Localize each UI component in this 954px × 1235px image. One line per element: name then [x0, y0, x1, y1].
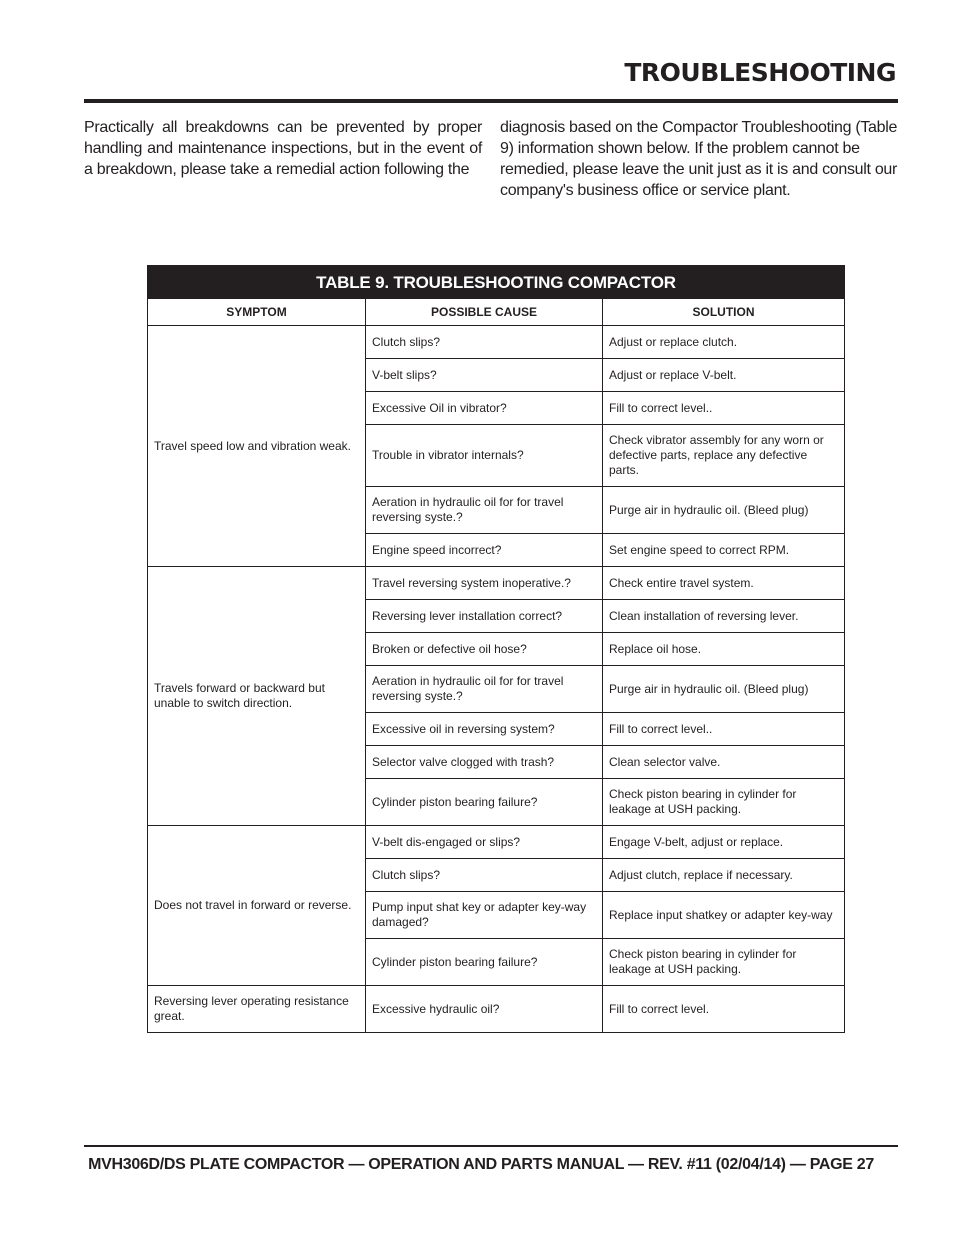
header-symptom: SYMPTOM	[148, 299, 366, 326]
solution-cell: Fill to correct level..	[603, 392, 845, 425]
table-title: TABLE 9. TROUBLESHOOTING COMPACTOR	[148, 266, 845, 299]
solution-cell: Check entire travel system.	[603, 567, 845, 600]
page-title: TROUBLESHOOTING	[624, 58, 896, 87]
cause-cell: Aeration in hydraulic oil for for travel reversing syste.?	[366, 487, 603, 534]
symptom-cell: Travels forward or backward but unable to switch direction.	[148, 567, 366, 826]
title-divider	[84, 99, 898, 103]
intro-paragraph-right: diagnosis based on the Compactor Troubleshooting (Table 9) information shown below. If the problem cannot be remedied, please leave the unit just as it is and consult our company's business office or service plant.	[500, 119, 898, 199]
solution-cell: Clean selector valve.	[603, 746, 845, 779]
header-solution: SOLUTION	[603, 299, 845, 326]
solution-cell: Fill to correct level.	[603, 986, 845, 1033]
intro-paragraph-left: Practically all breakdowns can be prevented by proper handling and maintenance inspections, but in the event of a breakdown, please take a remedial action following the	[84, 119, 482, 178]
symptom-cell: Travel speed low and vibration weak.	[148, 326, 366, 567]
table-row	[148, 826, 845, 859]
cause-cell: Travel reversing system inoperative.?	[366, 567, 603, 600]
solution-cell: Adjust or replace clutch.	[603, 326, 845, 359]
cause-cell: Excessive hydraulic oil?	[366, 986, 603, 1033]
table-row	[148, 326, 845, 359]
header-possible-cause: POSSIBLE CAUSE	[366, 299, 603, 326]
cause-cell: Clutch slips?	[366, 326, 603, 359]
cause-cell: Cylinder piston bearing failure?	[366, 939, 603, 986]
table-row	[148, 986, 845, 1033]
cause-cell: Broken or defective oil hose?	[366, 633, 603, 666]
cause-cell: V-belt dis-engaged or slips?	[366, 826, 603, 859]
cause-cell: Reversing lever installation correct?	[366, 600, 603, 633]
solution-cell: Engage V-belt, adjust or replace.	[603, 826, 845, 859]
symptom-cell: Does not travel in forward or reverse.	[148, 826, 366, 986]
solution-cell: Purge air in hydraulic oil. (Bleed plug)	[603, 487, 845, 534]
solution-cell: Adjust clutch, replace if necessary.	[603, 859, 845, 892]
cause-cell: Selector valve clogged with trash?	[366, 746, 603, 779]
cause-cell: Excessive Oil in vibrator?	[366, 392, 603, 425]
solution-cell: Replace oil hose.	[603, 633, 845, 666]
footer-text: MVH306D/DS PLATE COMPACTOR — OPERATION AND PARTS MANUAL — REV. #11 (02/04/14) — PAGE 27	[88, 1156, 874, 1173]
solution-cell: Fill to correct level..	[603, 713, 845, 746]
solution-cell: Replace input shatkey or adapter key-way	[603, 892, 845, 939]
cause-cell: Engine speed incorrect?	[366, 534, 603, 567]
cause-cell: Clutch slips?	[366, 859, 603, 892]
solution-cell: Purge air in hydraulic oil. (Bleed plug)	[603, 666, 845, 713]
cause-cell: Trouble in vibrator internals?	[366, 425, 603, 487]
footer-divider	[84, 1145, 898, 1147]
table-row	[148, 567, 845, 600]
cause-cell: Cylinder piston bearing failure?	[366, 779, 603, 826]
symptom-cell: Reversing lever operating resistance great.	[148, 986, 366, 1033]
solution-cell: Check vibrator assembly for any worn or defective parts, replace any defective parts.	[603, 425, 845, 487]
solution-cell: Clean installation of reversing lever.	[603, 600, 845, 633]
troubleshooting-table	[147, 265, 845, 1033]
solution-cell: Check piston bearing in cylinder for leakage at USH packing.	[603, 779, 845, 826]
cause-cell: Pump input shat key or adapter key-way damaged?	[366, 892, 603, 939]
solution-cell: Set engine speed to correct RPM.	[603, 534, 845, 567]
cause-cell: Excessive oil in reversing system?	[366, 713, 603, 746]
solution-cell: Adjust or replace V-belt.	[603, 359, 845, 392]
cause-cell: V-belt slips?	[366, 359, 603, 392]
cause-cell: Aeration in hydraulic oil for for travel reversing syste.?	[366, 666, 603, 713]
solution-cell: Check piston bearing in cylinder for leakage at USH packing.	[603, 939, 845, 986]
